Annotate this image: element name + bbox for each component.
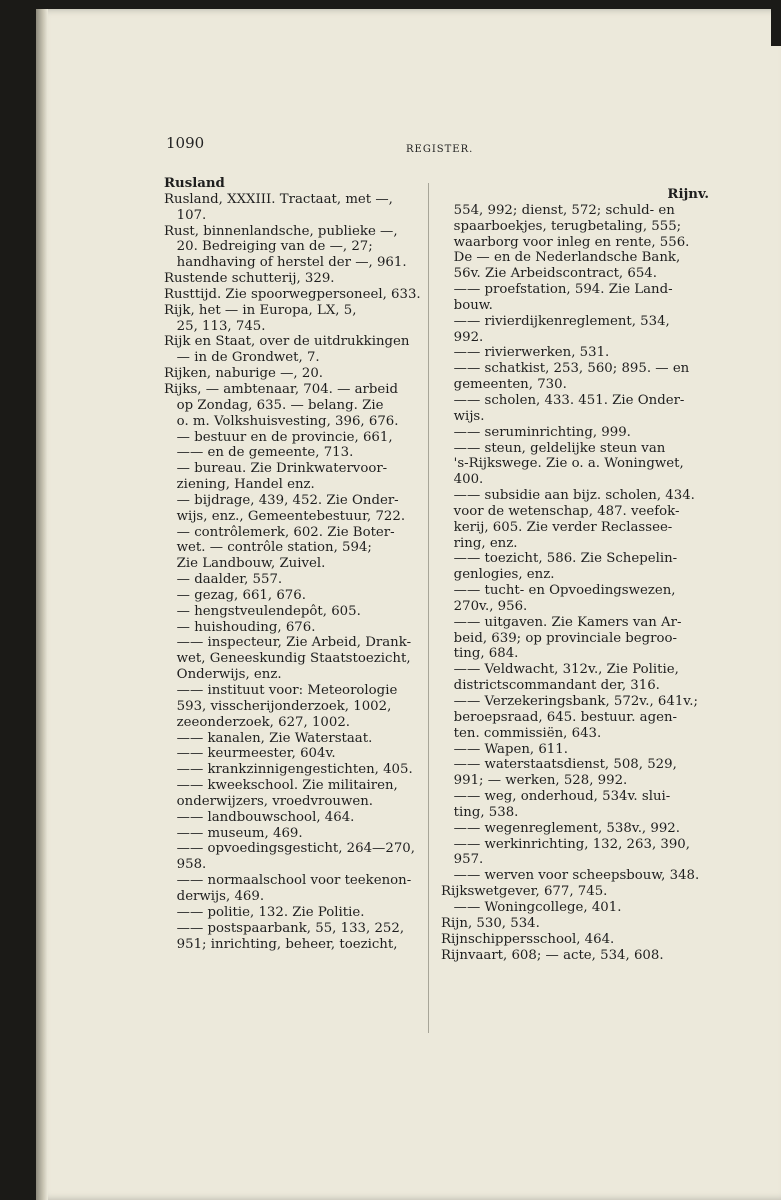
index-entry-line: ting, 538. bbox=[441, 804, 519, 820]
index-entry-line: Rijks, — ambtenaar, 704. — arbeid bbox=[164, 381, 399, 397]
index-entry-line: beroepsraad, 645. bestuur. agen- bbox=[441, 709, 678, 725]
index-entry-line: —— werven voor scheepsbouw, 348. bbox=[441, 868, 700, 884]
index-entry-line: ting, 684. bbox=[441, 646, 519, 662]
index-entry-line: spaarboekjes, terugbetaling, 555; bbox=[441, 218, 682, 234]
index-entry-line: — bureau. Zie Drinkwatervoor- bbox=[164, 461, 388, 477]
page-corner-shadow bbox=[771, 0, 781, 46]
index-entry-line: —— werkinrichting, 132, 263, 390, bbox=[441, 836, 690, 852]
index-entry-line: —— schatkist, 253, 560; 895. — en bbox=[441, 361, 690, 377]
index-entry-line: 958. bbox=[164, 857, 207, 873]
index-entry-line: 951; inrichting, beheer, toezicht, bbox=[164, 936, 398, 952]
index-entry-line: —— Verzekeringsbank, 572v., 641v.; bbox=[441, 694, 698, 709]
index-entry-line: —— subsidie aan bijz. scholen, 434. bbox=[441, 488, 695, 504]
page-number: 1090 bbox=[166, 134, 205, 152]
index-entry-line: waarborg voor inleg en rente, 556. bbox=[441, 234, 690, 250]
index-entry-line: Zie Landbouw, Zuivel. bbox=[164, 556, 326, 572]
index-entry-line: — contrôlemerk, 602. Zie Boter- bbox=[164, 524, 395, 540]
index-entry-line: 992. bbox=[441, 329, 484, 345]
page-binding-edge bbox=[36, 9, 48, 1200]
index-entry-line: 554, 992; dienst, 572; schuld- en bbox=[441, 202, 675, 218]
left-column bbox=[164, 176, 432, 952]
index-entry-line: — huishouding, 676. bbox=[164, 619, 316, 635]
index-entry-line: Rusland, XXXIII. Tractaat, met —, bbox=[164, 191, 393, 207]
index-entry-line: derwijs, 469. bbox=[164, 888, 265, 904]
index-entry-line: —— instituut voor: Meteorologie bbox=[164, 683, 398, 698]
index-entry-line: —— krankzinnigengestichten, 405. bbox=[164, 762, 413, 778]
index-entry-line: —— normaalschool voor teekenon- bbox=[164, 873, 412, 889]
index-entry-line: Rusttijd. Zie spoorwegpersoneel, 633. bbox=[164, 286, 421, 302]
index-entry-line: gemeenten, 730. bbox=[441, 377, 567, 393]
index-entry-line: 991; — werken, 528, 992. bbox=[441, 773, 628, 789]
index-entry-line: —— scholen, 433. 451. Zie Onder- bbox=[441, 392, 685, 408]
index-entry-line: De — en de Nederlandsche Bank, bbox=[441, 250, 681, 266]
index-entry-line: Rijnschippersschool, 464. bbox=[441, 931, 615, 947]
index-entry-line: — hengstveulendepôt, 605. bbox=[164, 603, 361, 619]
index-entry-line: —— landbouwschool, 464. bbox=[164, 809, 355, 825]
index-entry-line: —— toezicht, 586. Zie Schepelin- bbox=[441, 551, 678, 567]
index-entry-line: ten. commissiën, 643. bbox=[441, 725, 602, 741]
index-entry-line: —— tucht- en Opvoedingswezen, bbox=[441, 583, 676, 599]
index-entry-line: — daalder, 557. bbox=[164, 572, 283, 588]
index-entry-line: —— rivierwerken, 531. bbox=[441, 345, 610, 361]
index-entry-line: 400. bbox=[441, 472, 484, 488]
index-entry-line: bouw. bbox=[441, 297, 493, 313]
index-entry-line: —— uitgaven. Zie Kamers van Ar- bbox=[441, 614, 682, 630]
index-entry-line: districtscommandant der, 316. bbox=[441, 678, 660, 694]
index-entry-line: wet, Geneeskundig Staatstoezicht, bbox=[164, 651, 411, 667]
index-entry-line: genlogies, enz. bbox=[441, 567, 555, 583]
index-entry-line: o. m. Volkshuisvesting, 396, 676. bbox=[164, 413, 399, 429]
right-column-header: Rijnv. bbox=[667, 187, 709, 202]
index-entry-line: kerij, 605. Zie verder Reclassee- bbox=[441, 519, 673, 535]
index-entry-line: Rijken, naburige —, 20. bbox=[164, 366, 324, 382]
index-entry-line: — gezag, 661, 676. bbox=[164, 587, 306, 603]
index-entry-line: —— kweekschool. Zie militairen, bbox=[164, 778, 398, 794]
index-entry-line: —— Veldwacht, 312v., Zie Politie, bbox=[441, 662, 679, 678]
index-entry-line: onderwijzers, vroedvrouwen. bbox=[164, 793, 373, 809]
index-entry-line: —— museum, 469. bbox=[164, 825, 303, 841]
index-entry-line: —— proefstation, 594. Zie Land- bbox=[441, 282, 673, 298]
index-entry-line: wet. — contrôle station, 594; bbox=[164, 540, 372, 556]
index-entry-line: — bijdrage, 439, 452. Zie Onder- bbox=[164, 492, 399, 508]
index-entry-line: Rijk, het — in Europa, LX, 5, bbox=[164, 302, 357, 318]
index-entry-line: handhaving of herstel der —, 961. bbox=[164, 255, 407, 271]
index-entry-line: — in de Grondwet, 7. bbox=[164, 350, 320, 366]
index-entry-line: — bestuur en de provincie, 661, bbox=[164, 429, 393, 445]
left-column-header: Rusland bbox=[164, 176, 225, 191]
index-entry-line: op Zondag, 635. — belang. Zie bbox=[164, 397, 384, 413]
index-entry-line: —— en de gemeente, 713. bbox=[164, 445, 354, 461]
index-entry-line: —— kanalen, Zie Waterstaat. bbox=[164, 730, 373, 746]
index-entry-line: ziening, Handel enz. bbox=[164, 477, 315, 493]
index-entry-line: zeeonderzoek, 627, 1002. bbox=[164, 714, 351, 730]
index-entry-line: Onderwijs, enz. bbox=[164, 667, 282, 683]
index-entry-line: —— keurmeester, 604v. bbox=[164, 746, 336, 762]
index-entry-line: beid, 639; op provinciale begroo- bbox=[441, 630, 678, 646]
index-entry-line: 25, 113, 745. bbox=[164, 318, 266, 334]
index-entry-line: Rust, binnenlandsche, publieke —, bbox=[164, 223, 398, 239]
index-entry-line: Rijk en Staat, over de uitdrukkingen bbox=[164, 334, 410, 350]
index-entry-line: —— seruminrichting, 999. bbox=[441, 424, 631, 440]
index-entry-line: —— rivierdijkenreglement, 534, bbox=[441, 313, 670, 329]
index-entry-line: 20. Bedreiging van de —, 27; bbox=[164, 239, 373, 255]
running-head: REGISTER. bbox=[406, 144, 474, 155]
index-entry-line: —— politie, 132. Zie Politie. bbox=[164, 904, 365, 920]
index-entry-line: Rustende schutterij, 329. bbox=[164, 271, 335, 287]
index-entry-line: wijs. bbox=[441, 408, 485, 424]
index-entry-line: 593, visscherijonderzoek, 1002, bbox=[164, 698, 392, 714]
index-entry-line: —— wegenreglement, 538v., 992. bbox=[441, 820, 680, 836]
index-entry-line: wijs, enz., Gemeentebestuur, 722. bbox=[164, 508, 406, 524]
index-entry-line: —— Wapen, 611. bbox=[441, 741, 568, 757]
index-entry-line: —— waterstaatsdienst, 508, 529, bbox=[441, 757, 677, 773]
index-entry-line: ring, enz. bbox=[441, 535, 518, 551]
index-entry-line: 107. bbox=[164, 207, 207, 223]
index-entry-line: —— postspaarbank, 55, 133, 252, bbox=[164, 920, 405, 936]
index-entry-line: —— Woningcollege, 401. bbox=[441, 899, 622, 915]
index-entry-line: voor de wetenschap, 487. veefok- bbox=[441, 503, 680, 519]
index-entry-line: —— opvoedingsgesticht, 264—270, bbox=[164, 841, 415, 857]
index-entry-line: —— inspecteur, Zie Arbeid, Drank- bbox=[164, 635, 412, 651]
index-entry-line: 56v. Zie Arbeidscontract, 654. bbox=[441, 266, 657, 282]
index-entry-line: Rijnvaart, 608; — acte, 534, 608. bbox=[441, 947, 664, 963]
index-entry-line: 270v., 956. bbox=[441, 598, 528, 614]
index-entry-line: 957. bbox=[441, 852, 484, 868]
right-column bbox=[441, 189, 709, 963]
index-entry-line: 's-Rijkswege. Zie o. a. Woningwet, bbox=[441, 456, 684, 472]
index-entry-line: —— weg, onderhoud, 534v. slui- bbox=[441, 789, 671, 805]
index-entry-line: —— steun, geldelijke steun van bbox=[441, 440, 666, 456]
index-entry-line: Rijn, 530, 534. bbox=[441, 915, 540, 931]
index-entry-line: Rijkswetgever, 677, 745. bbox=[441, 884, 608, 900]
